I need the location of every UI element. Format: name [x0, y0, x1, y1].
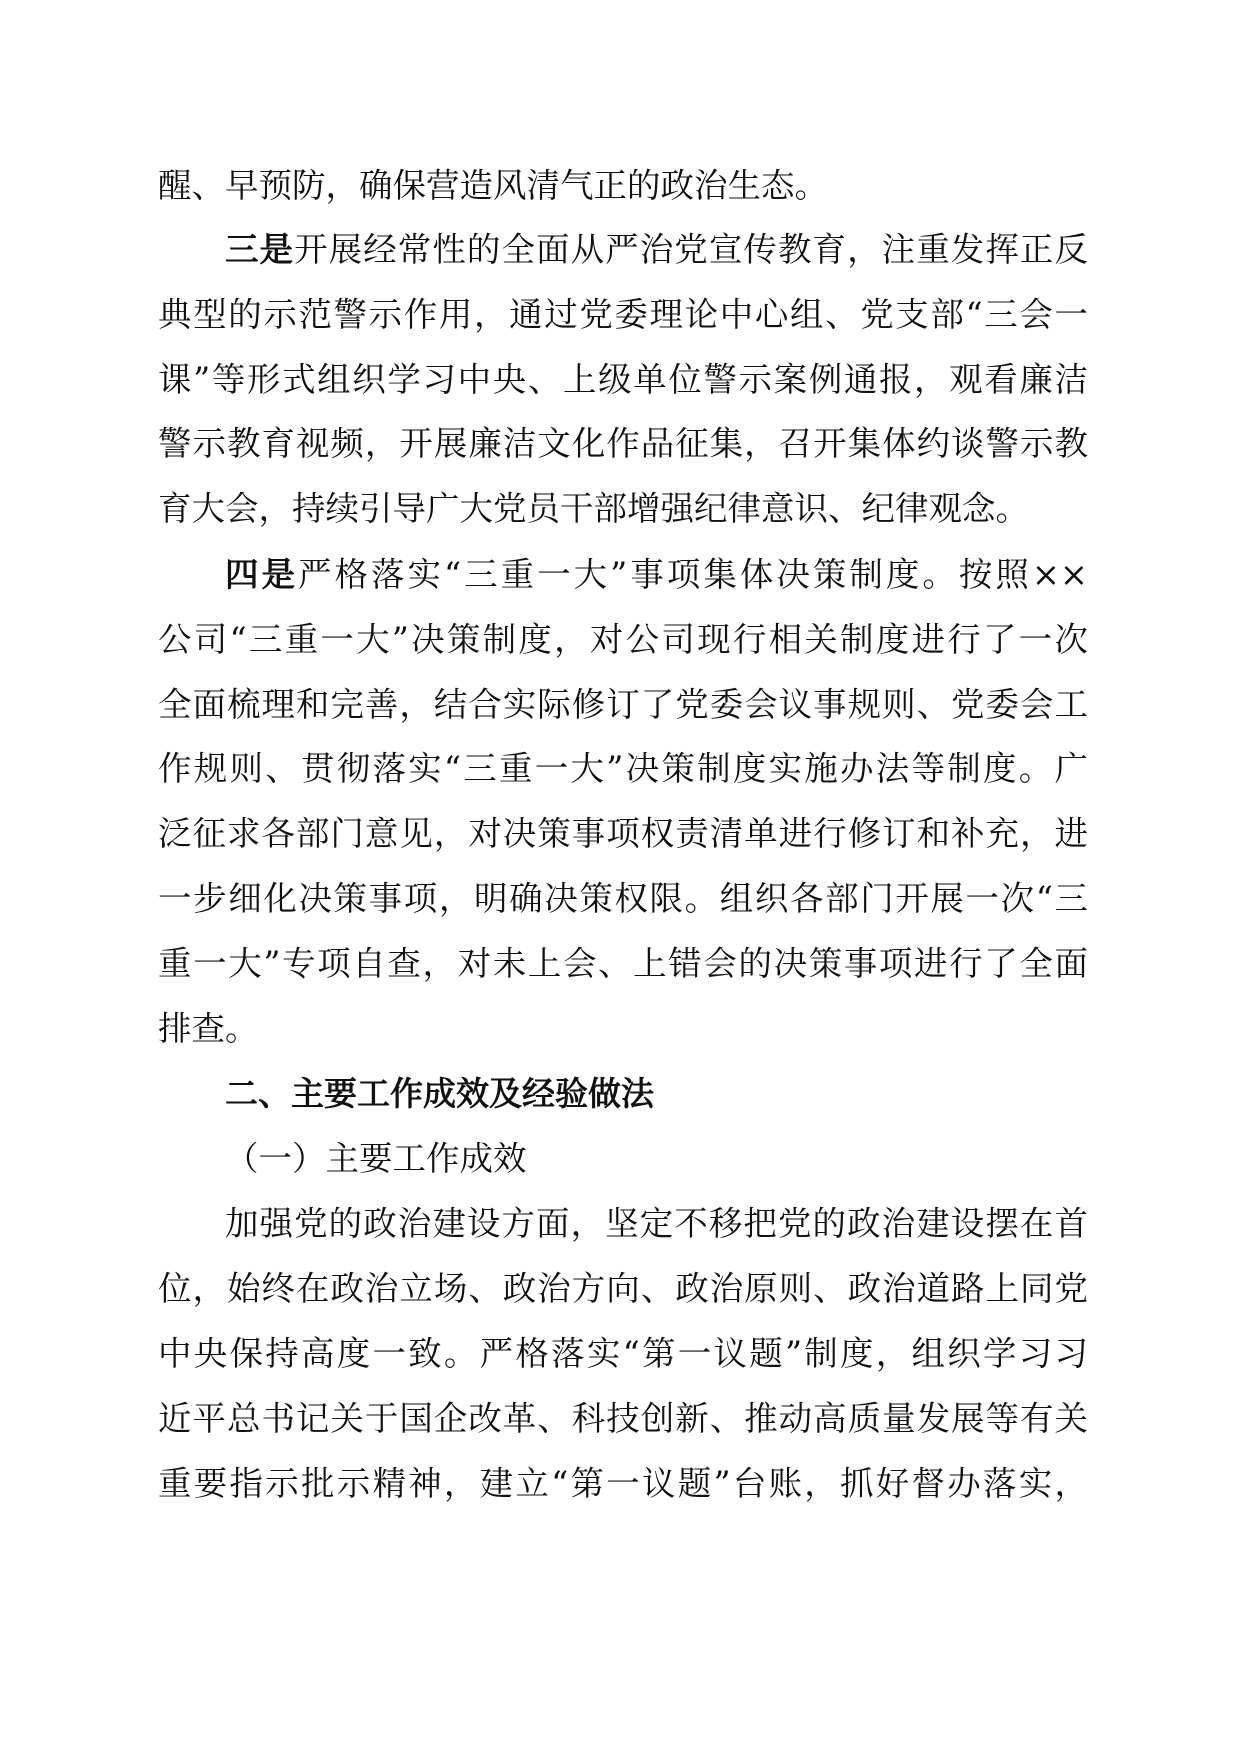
line-text: 醒、早预防，确保营造风清气正的政治生态。: [158, 166, 828, 205]
paragraph-line: [158, 295, 1088, 335]
paragraph-line: [158, 489, 1088, 529]
paragraph-line: [158, 944, 1088, 984]
line-text: 近平总书记关于国企改革、科技创新、推动高质量发展等有关: [158, 1399, 1088, 1438]
line-text: 一步细化决策事项，明确决策权限。组织各部门开展一次“三: [158, 879, 1089, 918]
subsection-heading: （一）主要工作成效: [225, 1139, 527, 1178]
paragraph-line: [158, 1269, 1088, 1309]
line-text: 育大会，持续引导广大党员干部增强纪律意识、纪律观念。: [158, 489, 1029, 528]
paragraph-line: [158, 685, 1088, 725]
line-text: 泛征求各部门意见，对决策事项权责清单进行修订和补充，进: [158, 814, 1088, 853]
line-text: 重要指示批示精神，建立“第一议题”台账，抓好督办落实，: [158, 1464, 1088, 1503]
paragraph-line: [158, 1009, 1088, 1049]
line-text: 警示教育视频，开展廉洁文化作品征集，召开集体约谈警示教: [158, 424, 1088, 463]
section-heading: 二、主要工作成效及经验做法: [225, 1074, 654, 1113]
paragraph-line: [158, 1334, 1088, 1374]
lead-label: 四是: [225, 555, 299, 594]
line-text: 课”等形式组织学习中央、上级单位警示案例通报，观看廉洁: [158, 360, 1089, 399]
paragraph-line: [158, 424, 1088, 464]
paragraph-line: [158, 749, 1088, 789]
paragraph-line: [158, 1399, 1088, 1439]
line-text: 公司“三重一大”决策制度，对公司现行相关制度进行了一次: [158, 620, 1088, 659]
line-text: 作规则、贯彻落实“三重一大”决策制度实施办法等制度。广: [158, 749, 1088, 788]
lead-label: 三是: [225, 230, 295, 269]
line-text: 开展经常性的全面从严治党宣传教育，注重发挥正反: [294, 230, 1088, 269]
line-text: 加强党的政治建设方面，坚定不移把党的政治建设摆在首: [225, 1204, 1088, 1243]
paragraph-line: [225, 230, 1088, 270]
line-text: 严格落实“三重一大”事项集体决策制度。按照××: [298, 555, 1089, 594]
paragraph-line: [158, 620, 1088, 660]
line-text: 中央保持高度一致。严格落实“第一议题”制度，组织学习习: [158, 1334, 1088, 1373]
paragraph-line: [225, 1204, 1088, 1244]
line-text: 全面梳理和完善，结合实际修订了党委会议事规则、党委会工: [158, 685, 1088, 724]
paragraph-line: [158, 814, 1088, 854]
line-text: 典型的示范警示作用，通过党委理论中心组、党支部“三会一: [158, 295, 1088, 334]
paragraph-line: [225, 555, 1088, 595]
line-text: 位，始终在政治立场、政治方向、政治原则、政治道路上同党: [158, 1269, 1088, 1308]
paragraph-line: [158, 360, 1088, 400]
paragraph-line: [158, 166, 1088, 206]
paragraph-line: [158, 1464, 1088, 1504]
paragraph-line: [158, 879, 1088, 919]
line-text: 重一大”专项自查，对未上会、上错会的决策事项进行了全面: [158, 944, 1088, 983]
line-text: 排查。: [158, 1009, 259, 1048]
